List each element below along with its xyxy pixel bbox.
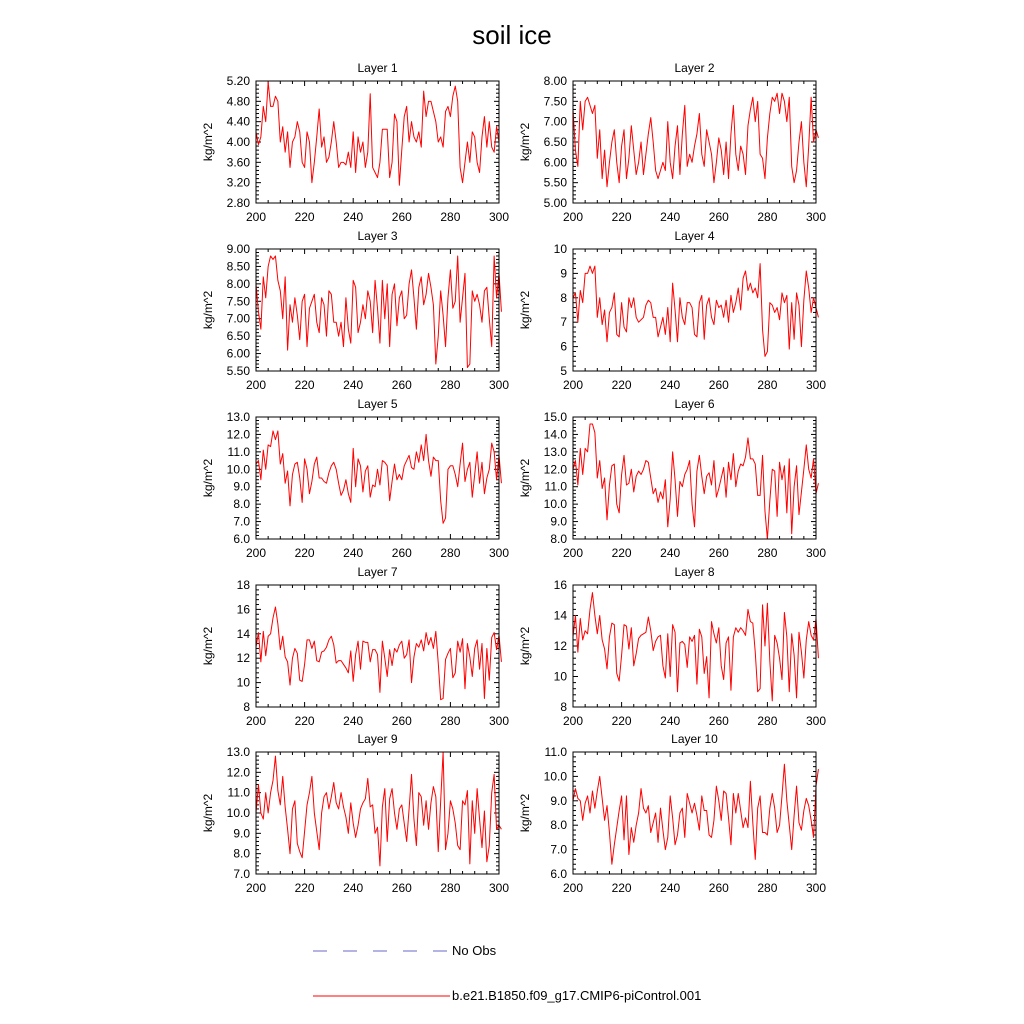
x-tick-label: 200 [562, 881, 584, 895]
x-tick-label: 200 [562, 210, 584, 224]
x-tick-label: 300 [805, 714, 827, 728]
x-tick-label: 220 [294, 714, 315, 728]
y-tick-label: 6.50 [226, 329, 250, 344]
x-tick-label: 300 [805, 881, 827, 895]
plot-frame-layer-2 [573, 81, 816, 203]
y-tick-label: 13.0 [226, 745, 250, 759]
y-axis-label-layer-5: kg/m^2 [201, 458, 215, 498]
panel-title-layer-9: Layer 9 [357, 732, 398, 746]
y-tick-label: 10 [553, 242, 567, 256]
y-tick-label: 3.20 [226, 175, 250, 190]
y-tick-label: 10.0 [226, 806, 250, 820]
x-tick-label: 280 [757, 881, 778, 895]
x-tick-label: 240 [660, 881, 681, 895]
x-tick-label: 240 [660, 210, 681, 224]
x-tick-label: 300 [488, 881, 510, 895]
y-tick-label: 8.0 [233, 846, 250, 861]
legend-item-no-obs [313, 943, 497, 958]
y-tick-label: 7.00 [226, 311, 250, 326]
y-tick-label: 5 [560, 364, 567, 378]
x-tick-label: 280 [757, 210, 778, 224]
y-tick-label: 18 [236, 578, 250, 592]
y-tick-label: 11.0 [544, 745, 567, 759]
y-tick-label: 8 [560, 700, 567, 714]
x-tick-label: 260 [391, 881, 412, 895]
y-tick-label: 6.0 [233, 532, 250, 546]
y-axis-label-layer-3: kg/m^2 [201, 290, 215, 330]
y-tick-label: 8 [560, 290, 567, 305]
x-tick-label: 280 [440, 881, 461, 895]
series-line-layer-1 [256, 82, 499, 185]
series-line-layer-5 [256, 431, 501, 523]
x-tick-label: 200 [562, 546, 584, 560]
y-tick-label: 10.0 [543, 769, 567, 784]
panel-layer-10 [518, 732, 826, 895]
x-tick-label: 280 [440, 546, 461, 560]
x-tick-label: 220 [294, 378, 315, 392]
y-axis-label-layer-6: kg/m^2 [518, 458, 532, 498]
y-tick-label: 5.50 [543, 175, 567, 190]
panel-layer-4 [518, 229, 826, 392]
legend-label-model: b.e21.B1850.f09_g17.CMIP6-piControl.001 [452, 988, 702, 1003]
y-tick-label: 5.50 [226, 364, 250, 378]
x-tick-label: 300 [805, 546, 827, 560]
series-line-layer-8 [573, 593, 818, 701]
y-tick-label: 8.0 [550, 532, 567, 546]
legend [313, 943, 701, 1003]
y-tick-label: 6.0 [550, 867, 567, 881]
x-tick-label: 260 [391, 546, 412, 560]
panel-layer-1 [201, 61, 509, 224]
y-tick-label: 3.60 [226, 155, 250, 170]
y-tick-label: 11.0 [227, 444, 250, 459]
y-tick-label: 7.50 [226, 294, 250, 309]
panels-container [201, 61, 826, 895]
y-tick-label: 9 [560, 266, 567, 281]
x-tick-label: 200 [245, 378, 267, 392]
y-tick-label: 9.0 [233, 479, 250, 494]
x-tick-label: 280 [440, 714, 461, 728]
y-tick-label: 15.0 [543, 410, 567, 424]
x-tick-label: 260 [391, 714, 412, 728]
x-tick-label: 200 [245, 714, 267, 728]
y-tick-label: 13.0 [543, 444, 567, 459]
panel-layer-9 [201, 732, 509, 895]
x-tick-label: 260 [708, 378, 729, 392]
series-line-layer-2 [573, 93, 818, 187]
x-tick-label: 260 [708, 714, 729, 728]
panel-title-layer-3: Layer 3 [357, 229, 398, 243]
y-tick-label: 9.0 [233, 826, 250, 841]
y-axis-label-layer-8: kg/m^2 [518, 626, 532, 666]
y-tick-label: 8.0 [550, 818, 567, 833]
y-tick-label: 9.00 [226, 242, 250, 256]
y-tick-label: 12.0 [543, 462, 567, 477]
y-axis-label-layer-4: kg/m^2 [518, 290, 532, 330]
x-tick-label: 200 [245, 881, 267, 895]
x-tick-label: 300 [805, 378, 827, 392]
y-tick-label: 7.00 [543, 114, 567, 129]
y-tick-label: 7.0 [233, 514, 250, 529]
x-tick-label: 240 [343, 881, 364, 895]
y-tick-label: 8.0 [233, 497, 250, 512]
y-tick-label: 7.0 [233, 867, 250, 881]
x-tick-label: 220 [294, 546, 315, 560]
y-tick-label: 6.00 [543, 155, 567, 170]
panel-layer-2 [518, 61, 826, 224]
y-tick-label: 10.0 [226, 462, 250, 477]
y-tick-label: 8.00 [543, 74, 567, 88]
x-tick-label: 300 [488, 378, 510, 392]
series-line-layer-9 [256, 752, 501, 866]
panel-layer-5 [201, 397, 509, 560]
x-tick-label: 200 [562, 378, 584, 392]
panel-layer-8 [518, 565, 826, 728]
x-tick-label: 220 [611, 210, 632, 224]
y-tick-label: 4.80 [226, 94, 250, 109]
y-tick-label: 2.80 [226, 196, 250, 210]
x-tick-label: 280 [440, 210, 461, 224]
x-tick-label: 220 [294, 881, 315, 895]
panel-title-layer-8: Layer 8 [674, 565, 715, 579]
x-tick-label: 260 [708, 546, 729, 560]
x-tick-label: 240 [343, 378, 364, 392]
panel-title-layer-2: Layer 2 [674, 61, 715, 75]
x-tick-label: 260 [708, 881, 729, 895]
x-tick-label: 260 [391, 210, 412, 224]
panel-title-layer-7: Layer 7 [357, 565, 398, 579]
x-tick-label: 300 [488, 210, 510, 224]
y-axis-label-layer-2: kg/m^2 [518, 122, 532, 162]
y-tick-label: 10 [236, 675, 250, 690]
x-tick-label: 300 [805, 210, 827, 224]
y-tick-label: 9.0 [550, 514, 567, 529]
x-tick-label: 280 [757, 714, 778, 728]
y-axis-label-layer-7: kg/m^2 [201, 626, 215, 666]
y-tick-label: 5.20 [226, 74, 250, 88]
y-tick-label: 10.0 [543, 497, 567, 512]
y-axis-label-layer-1: kg/m^2 [201, 122, 215, 162]
y-tick-label: 7.0 [550, 842, 567, 857]
y-tick-label: 14 [236, 626, 250, 641]
x-tick-label: 280 [440, 378, 461, 392]
series-line-layer-10 [573, 764, 818, 864]
y-tick-label: 13.0 [226, 410, 250, 424]
x-tick-label: 220 [611, 714, 632, 728]
y-tick-label: 8 [243, 700, 250, 714]
plot-frame-layer-10 [573, 752, 816, 874]
plot-frame-layer-4 [573, 249, 816, 371]
y-tick-label: 11.0 [227, 785, 250, 800]
plot-frame-layer-8 [573, 585, 816, 707]
y-tick-label: 6.50 [543, 135, 567, 149]
y-tick-label: 14.0 [543, 427, 567, 442]
y-tick-label: 6 [560, 339, 567, 354]
x-tick-label: 300 [488, 714, 510, 728]
x-tick-label: 280 [757, 546, 778, 560]
x-tick-label: 260 [391, 378, 412, 392]
y-tick-label: 4.00 [226, 135, 250, 149]
y-axis-label-layer-9: kg/m^2 [201, 793, 215, 833]
y-tick-label: 12 [236, 651, 250, 666]
panel-layer-3 [201, 229, 509, 392]
x-tick-label: 220 [611, 546, 632, 560]
x-tick-label: 200 [562, 714, 584, 728]
series-line-layer-7 [256, 607, 501, 700]
y-tick-label: 12.0 [226, 427, 250, 442]
x-tick-label: 200 [245, 546, 267, 560]
x-tick-label: 260 [708, 210, 729, 224]
legend-label-no-obs: No Obs [452, 943, 497, 958]
panel-title-layer-4: Layer 4 [674, 229, 715, 243]
x-tick-label: 240 [343, 210, 364, 224]
x-tick-label: 200 [245, 210, 267, 224]
y-tick-label: 8.50 [226, 259, 250, 274]
panel-title-layer-1: Layer 1 [357, 61, 398, 75]
y-tick-label: 16 [553, 578, 567, 592]
x-tick-label: 240 [660, 378, 681, 392]
panel-layer-7 [201, 565, 509, 728]
x-tick-label: 300 [488, 546, 510, 560]
panel-title-layer-5: Layer 5 [357, 397, 398, 411]
y-tick-label: 5.00 [543, 196, 567, 210]
y-tick-label: 4.40 [226, 114, 250, 129]
series-line-layer-6 [573, 424, 818, 539]
x-tick-label: 240 [343, 714, 364, 728]
x-tick-label: 240 [343, 546, 364, 560]
y-tick-label: 16 [236, 602, 250, 617]
y-tick-label: 7 [560, 315, 567, 330]
y-tick-label: 14 [553, 608, 567, 623]
panel-title-layer-6: Layer 6 [674, 397, 715, 411]
series-line-layer-4 [573, 264, 818, 357]
y-tick-label: 12.0 [226, 765, 250, 780]
y-tick-label: 7.50 [543, 94, 567, 109]
x-tick-label: 240 [660, 714, 681, 728]
x-tick-label: 220 [294, 210, 315, 224]
y-axis-label-layer-10: kg/m^2 [518, 793, 532, 833]
x-tick-label: 220 [611, 378, 632, 392]
panel-layer-6 [518, 397, 826, 560]
x-tick-label: 240 [660, 546, 681, 560]
y-tick-label: 6.00 [226, 346, 250, 361]
x-tick-label: 220 [611, 881, 632, 895]
y-tick-label: 11.0 [544, 479, 567, 494]
x-tick-label: 280 [757, 378, 778, 392]
figure-title: soil ice [472, 20, 552, 50]
y-tick-label: 9.0 [550, 793, 567, 808]
y-tick-label: 12 [553, 639, 567, 653]
y-tick-label: 8.00 [226, 276, 250, 291]
legend-item-model [313, 988, 701, 1003]
panel-title-layer-10: Layer 10 [671, 732, 718, 746]
y-tick-label: 10 [553, 669, 567, 684]
series-line-layer-3 [256, 256, 501, 368]
